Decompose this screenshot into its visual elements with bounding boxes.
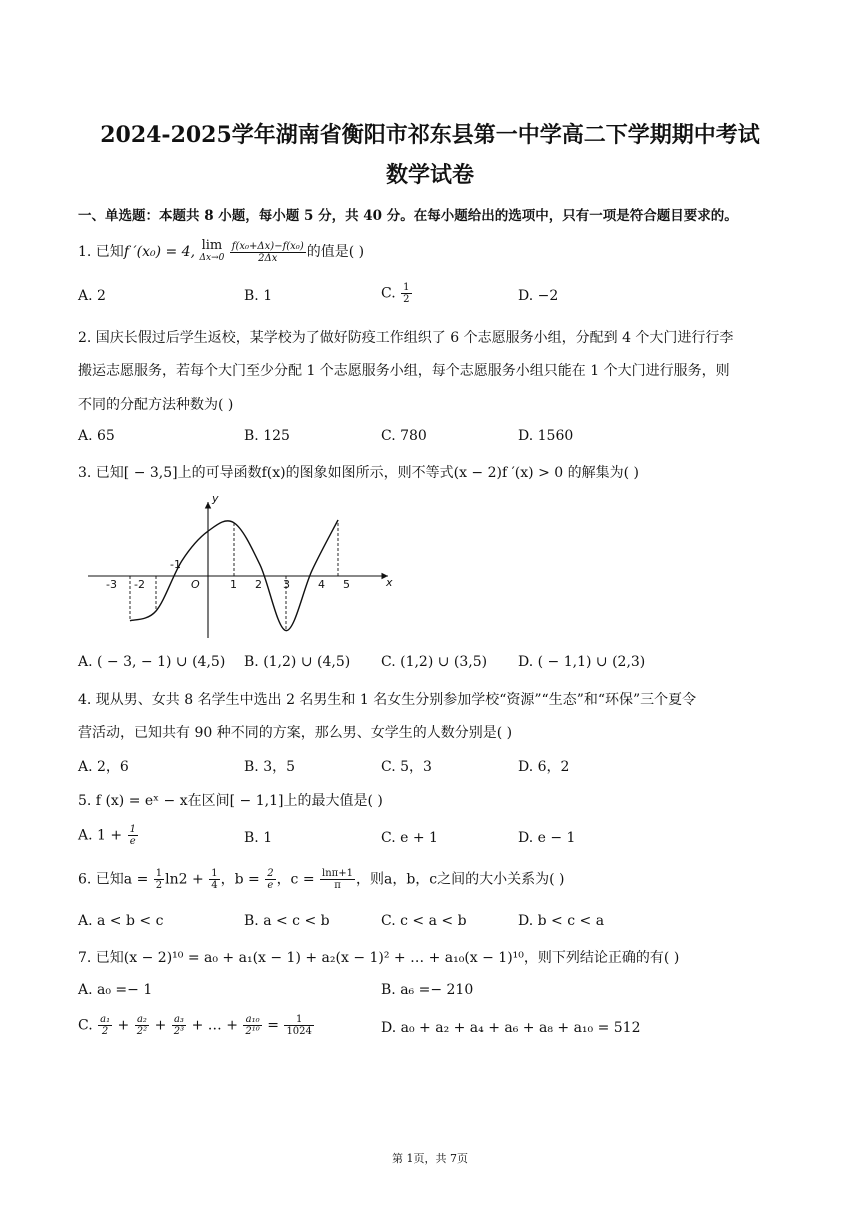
q7-c-dots: + … + xyxy=(187,1017,243,1034)
q3-text: 3. 已知[ − 3,5]上的可导函数f(x)的图象如图所示，则不等式(x − 2)f ′(x) > 0 的解集为( ) xyxy=(78,465,639,481)
q1-frac-den: 2Δx xyxy=(258,252,278,264)
tick-labels xyxy=(106,558,350,591)
q5-option-d[interactable]: D. e − 1 xyxy=(518,830,576,846)
q5-text: 5. f (x) = eˣ − x在区间[ − 1,1]上的最大值是( ) xyxy=(78,793,383,809)
page-title: 2024-2025学年湖南省衡阳市祁东县第一中学高二下学期期中考试 xyxy=(100,122,760,148)
q7-c-res-den: 1024 xyxy=(286,1026,312,1037)
q6-b-prefix: ，b = xyxy=(220,871,265,888)
q4-option-c[interactable]: C. 5，3 xyxy=(381,759,432,775)
q6-a-fraction xyxy=(154,868,164,891)
q6-a2-den: 4 xyxy=(211,880,218,891)
q7-c-term-1-den: 2 xyxy=(101,1026,109,1037)
q2-line-3: 不同的分配方法种数为( ) xyxy=(78,397,234,413)
page-footer: 第 1页，共 7页 xyxy=(392,1152,468,1165)
x-axis-label: x xyxy=(386,576,393,589)
q2-option-b[interactable]: B. 125 xyxy=(244,428,290,444)
tick-label-p3: 3 xyxy=(283,578,290,591)
q7-c-result xyxy=(284,1014,313,1037)
q1-option-c[interactable] xyxy=(381,282,413,305)
page-subtitle: 数学试卷 xyxy=(385,162,474,188)
q6-option-c[interactable]: C. c < a < b xyxy=(381,913,467,929)
q7-c-last-den: 2¹⁰ xyxy=(245,1026,260,1037)
q3-option-b[interactable]: B. (1,2) ∪ (4,5) xyxy=(244,654,351,670)
q1-option-c-fraction xyxy=(401,282,411,305)
q1-frac-num: f(x₀+Δx)−f(x₀) xyxy=(231,240,304,252)
q6-b-fraction xyxy=(265,868,275,891)
q4-line-2: 营活动，已知共有 90 种不同的方案，那么男、女学生的人数分别是( ) xyxy=(78,725,513,741)
tick-label-m3: -3 xyxy=(106,578,117,591)
q1-c-num: 1 xyxy=(403,282,410,293)
q4-line-1: 4. 现从男、女共 8 名学生中选出 2 名男生和 1 名女生分别参加学校“资源”“生态”和“环保”三个夏令 xyxy=(78,692,697,708)
q7-c-term-2-num: a₂ xyxy=(135,1014,149,1026)
q1-option-c-prefix: C. xyxy=(381,285,401,302)
tick-label-p5: 5 xyxy=(343,578,350,591)
q3-option-a[interactable]: A. ( − 3, − 1) ∪ (4,5) xyxy=(78,654,226,670)
q7-c-term-1-num: a₁ xyxy=(100,1014,111,1025)
q2-line-1: 2. 国庆长假过后学生返校，某学校为了做好防疫工作组织了 6 个志愿服务小组，分配到 4 个大门进行行李 xyxy=(78,330,734,346)
q6-b-num: 2 xyxy=(267,868,274,879)
q6-a-den: 2 xyxy=(155,880,163,891)
q7-c-term-last xyxy=(243,1014,261,1037)
q6-a2-fraction xyxy=(209,868,219,891)
q7-c-eq: = xyxy=(262,1017,284,1034)
q7-c-last-num: a₁₀ xyxy=(243,1014,261,1026)
q7-c-res-num: 1 xyxy=(284,1014,313,1026)
q4-option-a[interactable]: A. 2，6 xyxy=(78,759,129,775)
q6-a2-num: 1 xyxy=(211,868,218,879)
q6-a-mid: ln2 + xyxy=(165,871,209,888)
q6-c-num: lnπ+1 xyxy=(322,868,353,879)
q1-option-b[interactable]: B. 1 xyxy=(244,288,273,304)
q6-b-den: e xyxy=(267,880,274,891)
y-axis-label: y xyxy=(212,492,219,505)
q6-a-num: 1 xyxy=(155,868,163,879)
q6-c-den: π xyxy=(334,880,341,891)
q7-option-c-prefix: C. xyxy=(78,1017,98,1034)
tick-label-p1: 1 xyxy=(230,578,237,591)
tick-label-p2: 2 xyxy=(255,578,262,591)
q1-lim-label: lim xyxy=(201,238,223,253)
q1-condition: f ′(x₀) = 4, xyxy=(123,244,196,260)
q2-option-d[interactable]: D. 1560 xyxy=(518,428,574,444)
q5-a-num: 1 xyxy=(129,824,136,835)
q4-option-b[interactable]: B. 3，5 xyxy=(244,759,296,775)
q5-a-den: e xyxy=(129,836,136,847)
q7-c-term-3-num: a₃ xyxy=(172,1014,186,1026)
q6-option-d[interactable]: D. b < c < a xyxy=(518,913,605,929)
q6-c-prefix: ，c = xyxy=(276,871,320,888)
guide-lines xyxy=(130,520,338,631)
q5-option-c[interactable]: C. e + 1 xyxy=(381,830,438,846)
q6-c-fraction xyxy=(320,868,355,891)
tick-label-m1: -1 xyxy=(170,558,181,571)
q2-option-a[interactable]: A. 65 xyxy=(78,428,115,444)
q1-c-den: 2 xyxy=(403,294,410,305)
q7-c-term-1 xyxy=(98,1014,112,1037)
q5-option-a-prefix: A. 1 + xyxy=(78,827,127,844)
q1-option-a[interactable]: A. 2 xyxy=(78,288,106,304)
question-6 xyxy=(78,868,565,891)
section-heading: 一、单选题：本题共 8 小题，每小题 5 分，共 40 分。在每小题给出的选项中，只有一项是符合题目要求的。 xyxy=(78,208,738,224)
q7-c-term-3 xyxy=(172,1014,186,1037)
question-1 xyxy=(78,240,364,264)
q7-c-term-2 xyxy=(135,1014,149,1037)
q7-text: 7. 已知(x − 2)¹⁰ = a₀ + a₁(x − 1) + a₂(x − 1)² + … + a₁₀(x − 1)¹⁰，则下列结论正确的有( ) xyxy=(78,950,680,966)
q1-fraction xyxy=(230,241,306,264)
tick-label-m2: -2 xyxy=(134,578,145,591)
q3-function-graph xyxy=(78,488,408,643)
q5-option-b[interactable]: B. 1 xyxy=(244,830,273,846)
q4-option-d[interactable]: D. 6，2 xyxy=(518,759,570,775)
q1-limit xyxy=(200,240,225,264)
tick-label-p4: 4 xyxy=(318,578,325,591)
q6-option-a[interactable]: A. a < b < c xyxy=(78,913,164,929)
q5-option-a-fraction xyxy=(128,824,138,847)
q7-option-d[interactable]: D. a₀ + a₂ + a₄ + a₆ + a₈ + a₁₀ = 512 xyxy=(381,1020,641,1036)
q3-option-d[interactable]: D. ( − 1,1) ∪ (2,3) xyxy=(518,654,646,670)
q2-option-c[interactable]: C. 780 xyxy=(381,428,427,444)
q7-c-term-2-den: 2² xyxy=(136,1026,148,1037)
q6-option-b[interactable]: B. a < c < b xyxy=(244,913,330,929)
q2-line-2: 搬运志愿服务，若每个大门至少分配 1 个志愿服务小组，每个志愿服务小组只能在 1 个大门进行服务，则 xyxy=(78,363,730,379)
q1-lim-sub: Δx→0 xyxy=(199,253,225,263)
q7-option-a[interactable]: A. a₀ =− 1 xyxy=(78,982,153,998)
q7-option-b[interactable]: B. a₆ =− 210 xyxy=(381,982,474,998)
origin-label: O xyxy=(191,578,200,591)
q3-option-c[interactable]: C. (1,2) ∪ (3,5) xyxy=(381,654,488,670)
q6-prefix: 6. 已知a = xyxy=(78,871,153,888)
q6-suffix: ，则a，b，c之间的大小关系为( ) xyxy=(356,871,565,888)
q7-option-c[interactable]: C. $\frac{\text{a₁}}{2}$ + $\frac{\text{a₂}}{\text{2²}}$ + $\frac{\text{a₃}}{\text{2³}}$ + … + $\frac{\text{a₁₀}}{\text{2¹⁰}}$ = $\frac{1}{1024}$ xyxy=(78,1014,312,1037)
q7-c-term-3-den: 2³ xyxy=(173,1026,185,1037)
q1-suffix: 的值是( ) xyxy=(306,244,365,260)
q5-option-a[interactable] xyxy=(78,824,139,847)
q1-prefix: 1. 已知 xyxy=(78,244,124,260)
q1-option-d[interactable]: D. −2 xyxy=(518,288,559,304)
